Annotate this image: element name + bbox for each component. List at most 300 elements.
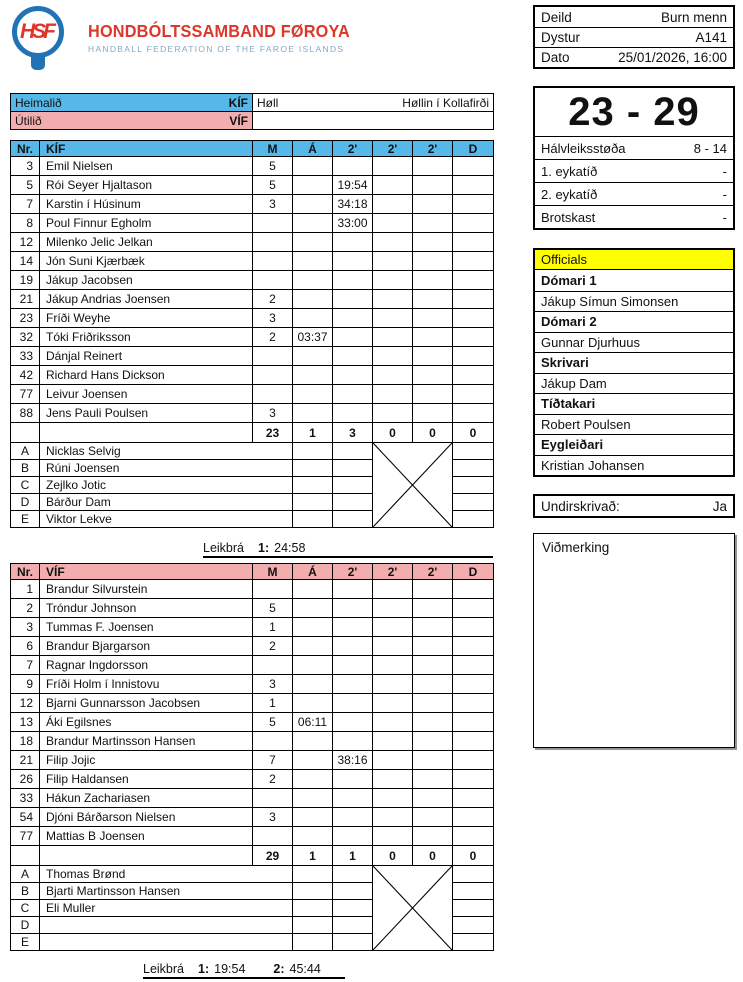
stat-cell [373, 176, 413, 195]
stat-cell [293, 233, 333, 252]
player-name-cell: Tróndur Johnson [40, 599, 253, 618]
stat-cell [413, 233, 453, 252]
empty-stat-cell [333, 477, 373, 494]
score-detail-row [535, 205, 733, 228]
official-name-cell: Viktor Lekve [40, 511, 293, 528]
official-letter-cell: A [11, 443, 40, 460]
stat-cell: 03:37 [293, 328, 333, 347]
game-log-label: Leikbrá [203, 541, 244, 555]
total-cell: 0 [373, 846, 413, 866]
player-row [11, 252, 494, 271]
stat-cell [453, 675, 494, 694]
info-value: 25/01/2026, 16:00 [618, 50, 727, 65]
stat-cell [293, 214, 333, 233]
player-row [11, 789, 494, 808]
total-cell: 0 [453, 423, 494, 443]
stat-cell [253, 827, 293, 846]
stat-cell [333, 675, 373, 694]
home-roster-header-row [11, 141, 494, 157]
stat-cell [293, 751, 333, 770]
player-name-cell: Filip Jojic [40, 751, 253, 770]
stat-cell [373, 637, 413, 656]
stat-cell [293, 694, 333, 713]
away-game-log [143, 962, 345, 979]
player-name-cell: Jens Pauli Poulsen [40, 404, 253, 423]
player-row [11, 694, 494, 713]
player-name-cell: Tummas F. Joensen [40, 618, 253, 637]
score-detail-value: 8 - 14 [693, 140, 727, 156]
player-number-cell: 33 [11, 789, 40, 808]
official-letter-cell: E [11, 934, 40, 951]
player-name-cell: Milenko Jelic Jelkan [40, 233, 253, 252]
official-name: Jákup Símun Simonsen [535, 291, 733, 312]
stat-cell: 1 [253, 694, 293, 713]
col-warning: Á [293, 564, 333, 580]
player-row [11, 233, 494, 252]
stat-cell [413, 271, 453, 290]
stat-cell [333, 157, 373, 176]
player-name-cell: Tóki Friðriksson [40, 328, 253, 347]
stat-cell: 3 [253, 808, 293, 827]
official-name-cell: Bárður Dam [40, 494, 293, 511]
stat-cell [413, 195, 453, 214]
stat-cell [373, 157, 413, 176]
total-cell: 3 [333, 423, 373, 443]
player-name-cell: Emil Nielsen [40, 157, 253, 176]
player-number-cell: 88 [11, 404, 40, 423]
score-detail-label: 2. eykatíð [541, 186, 598, 202]
team-official-row [11, 866, 494, 883]
stat-cell [413, 732, 453, 751]
player-name-cell: Bjarni Gunnarsson Jacobsen [40, 694, 253, 713]
hall-value: Høllin í Kollafirði [402, 95, 489, 110]
empty-stat-cell [293, 900, 333, 917]
stat-cell [413, 599, 453, 618]
player-row [11, 404, 494, 423]
game-log-time: 19:54 [214, 962, 246, 976]
empty-stat-cell [333, 934, 373, 951]
player-row [11, 637, 494, 656]
score-detail-row [535, 159, 733, 182]
empty-stat-cell [453, 460, 494, 477]
game-log-time: 45:44 [289, 962, 321, 976]
stat-cell [413, 770, 453, 789]
empty-stat-cell [333, 460, 373, 477]
official-role: Eygleiðari [535, 434, 733, 455]
stat-cell [333, 271, 373, 290]
stat-cell [253, 789, 293, 808]
stat-cell [253, 347, 293, 366]
player-name-cell: Brandur Silvurstein [40, 580, 253, 599]
final-score: 23 - 29 [568, 89, 700, 134]
player-row [11, 328, 494, 347]
official-name-cell: Zejlko Jotic [40, 477, 293, 494]
stat-cell [453, 713, 494, 732]
stat-cell [333, 713, 373, 732]
stat-cell [413, 157, 453, 176]
stat-cell: 38:16 [333, 751, 373, 770]
stat-cell [253, 233, 293, 252]
player-number-cell: 26 [11, 770, 40, 789]
stat-cell [333, 808, 373, 827]
stat-cell [333, 404, 373, 423]
game-log-label: Leikbrá [143, 962, 184, 976]
stat-cell [333, 789, 373, 808]
player-row [11, 157, 494, 176]
crossed-out-area [373, 866, 453, 951]
home-team-code: KÍF [228, 95, 248, 110]
total-cell: 1 [293, 423, 333, 443]
official-name-cell: Thomas Brønd [40, 866, 293, 883]
official-letter-cell: C [11, 900, 40, 917]
stat-cell [293, 366, 333, 385]
stat-cell [413, 751, 453, 770]
player-number-cell: 23 [11, 309, 40, 328]
empty-stat-cell [333, 494, 373, 511]
score-detail-value: - [722, 163, 727, 179]
empty-stat-cell [293, 917, 333, 934]
col-suspension-3: 2' [413, 564, 453, 580]
player-row [11, 599, 494, 618]
stat-cell [413, 675, 453, 694]
player-name-cell: Filip Haldansen [40, 770, 253, 789]
crossed-out-area [373, 443, 453, 528]
empty-stat-cell [293, 883, 333, 900]
stat-cell [453, 580, 494, 599]
player-name-cell: Ragnar Ingdorsson [40, 656, 253, 675]
stat-cell [373, 214, 413, 233]
stat-cell [293, 347, 333, 366]
stat-cell: 2 [253, 637, 293, 656]
stat-cell [373, 770, 413, 789]
stat-cell [373, 599, 413, 618]
player-number-cell: 54 [11, 808, 40, 827]
stat-cell [413, 808, 453, 827]
hall-label: Høll [257, 95, 279, 110]
official-letter-cell: E [11, 511, 40, 528]
stat-cell [373, 827, 413, 846]
player-row [11, 385, 494, 404]
stat-cell [293, 309, 333, 328]
stat-cell [453, 404, 494, 423]
away-team-code: VÍF [229, 113, 248, 128]
stat-cell: 19:54 [333, 176, 373, 195]
game-log-half-label: 1: [198, 962, 210, 976]
player-name-cell: Brandur Bjargarson [40, 637, 253, 656]
player-row [11, 176, 494, 195]
stat-cell [453, 599, 494, 618]
stat-cell [453, 252, 494, 271]
player-number-cell: 21 [11, 751, 40, 770]
player-name-cell: Fríði Holm í Innistovu [40, 675, 253, 694]
col-number: Nr. [11, 564, 40, 580]
empty-stat-cell [333, 917, 373, 934]
stat-cell [453, 309, 494, 328]
total-cell: 0 [453, 846, 494, 866]
empty-stat-cell [293, 511, 333, 528]
info-label: Deild [541, 9, 572, 25]
total-cell: 0 [413, 846, 453, 866]
stat-cell [373, 328, 413, 347]
signed-label: Undirskrivað: [541, 498, 620, 514]
player-number-cell: 12 [11, 233, 40, 252]
home-label: Heimalið [15, 95, 62, 110]
empty-hall-cell [253, 112, 494, 130]
player-row [11, 195, 494, 214]
stat-cell [373, 290, 413, 309]
empty-stat-cell [333, 883, 373, 900]
stat-cell [413, 637, 453, 656]
home-roster-table [10, 140, 494, 528]
stat-cell [293, 404, 333, 423]
player-row [11, 751, 494, 770]
stat-cell [373, 385, 413, 404]
home-team-cell [11, 94, 253, 112]
stat-cell [453, 770, 494, 789]
total-cell: 23 [253, 423, 293, 443]
official-name-cell: Nicklas Selvig [40, 443, 293, 460]
info-value: Burn menn [660, 9, 727, 25]
empty-stat-cell [333, 866, 373, 883]
official-letter-cell: A [11, 866, 40, 883]
player-number-cell: 3 [11, 618, 40, 637]
stat-cell [453, 827, 494, 846]
info-label: Dystur [541, 30, 581, 45]
player-number-cell: 9 [11, 675, 40, 694]
empty-stat-cell [333, 443, 373, 460]
empty-stat-cell [293, 443, 333, 460]
empty-stat-cell [293, 477, 333, 494]
total-cell: 0 [413, 423, 453, 443]
player-name-cell: Jón Suni Kjærbæk [40, 252, 253, 271]
official-letter-cell: C [11, 477, 40, 494]
stat-cell [413, 309, 453, 328]
stat-cell [453, 808, 494, 827]
stat-cell [253, 366, 293, 385]
player-row [11, 290, 494, 309]
stat-cell [413, 789, 453, 808]
player-number-cell: 21 [11, 290, 40, 309]
col-number: Nr. [11, 141, 40, 157]
stat-cell [373, 713, 413, 732]
score-detail-value: - [722, 209, 727, 225]
stat-cell [373, 271, 413, 290]
col-suspension-2: 2' [373, 564, 413, 580]
stat-cell [453, 195, 494, 214]
away-roster-table [10, 563, 494, 951]
stat-cell [413, 366, 453, 385]
stat-cell [373, 580, 413, 599]
game-log-time: 24:58 [274, 541, 306, 555]
stat-cell [453, 347, 494, 366]
stat-cell [293, 770, 333, 789]
stat-cell [453, 366, 494, 385]
player-number-cell: 13 [11, 713, 40, 732]
player-number-cell: 32 [11, 328, 40, 347]
game-log-half-label: 2: [273, 962, 285, 976]
col-goals: M [253, 141, 293, 157]
game-log-entries [258, 541, 333, 555]
away-roster-header-row [11, 564, 494, 580]
stat-cell [333, 770, 373, 789]
official-name: Kristian Johansen [535, 455, 733, 476]
stat-cell [453, 233, 494, 252]
score-detail-label: 1. eykatíð [541, 163, 598, 179]
player-number-cell: 3 [11, 157, 40, 176]
org-name: HONDBÓLTSSAMBAND FØROYA [88, 21, 350, 41]
player-name-cell: Dánjal Reinert [40, 347, 253, 366]
stat-cell [293, 675, 333, 694]
info-value: A141 [695, 30, 727, 45]
player-name-cell: Rói Seyer Hjaltason [40, 176, 253, 195]
player-number-cell: 42 [11, 366, 40, 385]
team-official-row [11, 443, 494, 460]
stat-cell [333, 599, 373, 618]
stat-cell [293, 599, 333, 618]
stat-cell [333, 656, 373, 675]
empty-stat-cell [453, 477, 494, 494]
total-cell: 0 [373, 423, 413, 443]
player-number-cell: 77 [11, 827, 40, 846]
stat-cell [253, 580, 293, 599]
official-role: Dómari 1 [541, 272, 597, 288]
player-row [11, 656, 494, 675]
empty-stat-cell [293, 494, 333, 511]
stat-cell: 2 [253, 290, 293, 309]
score-detail-value: - [722, 186, 727, 202]
score-box [533, 86, 735, 230]
col-disqualification: D [453, 564, 494, 580]
remarks-box [533, 533, 735, 748]
stat-cell [413, 214, 453, 233]
stat-cell [373, 404, 413, 423]
stat-cell: 5 [253, 176, 293, 195]
official-role: Dómari 2 [535, 311, 733, 332]
cross-lines-icon [373, 443, 452, 527]
stat-cell: 5 [253, 713, 293, 732]
hsf-logo-icon [12, 6, 64, 58]
match-info-row [535, 27, 733, 47]
stat-cell [373, 751, 413, 770]
stat-cell [333, 328, 373, 347]
stat-cell [253, 656, 293, 675]
stat-cell [333, 347, 373, 366]
stat-cell [333, 580, 373, 599]
game-log-half-label: 1: [258, 541, 270, 555]
stat-cell [253, 271, 293, 290]
stat-cell: 2 [253, 770, 293, 789]
stat-cell [373, 233, 413, 252]
stat-cell: 5 [253, 157, 293, 176]
stat-cell [293, 195, 333, 214]
away-team-cell [11, 112, 253, 130]
stat-cell: 1 [253, 618, 293, 637]
stat-cell [293, 385, 333, 404]
signed-box [533, 494, 735, 518]
empty-stat-cell [453, 866, 494, 883]
player-number-cell: 33 [11, 347, 40, 366]
official-name: Jákup Dam [535, 373, 733, 394]
empty-cell [11, 423, 40, 443]
stat-cell: 3 [253, 309, 293, 328]
stat-cell [293, 789, 333, 808]
stat-cell [293, 157, 333, 176]
stat-cell: 2 [253, 328, 293, 347]
player-number-cell: 5 [11, 176, 40, 195]
player-number-cell: 7 [11, 656, 40, 675]
official-name-cell: Eli Muller [40, 900, 293, 917]
col-warning: Á [293, 141, 333, 157]
stat-cell [333, 732, 373, 751]
player-number-cell: 77 [11, 385, 40, 404]
info-label: Dato [541, 50, 570, 65]
empty-stat-cell [293, 934, 333, 951]
stat-cell [333, 366, 373, 385]
player-name-cell: Fríði Weyhe [40, 309, 253, 328]
empty-stat-cell [453, 511, 494, 528]
stat-cell [253, 732, 293, 751]
player-row [11, 347, 494, 366]
stat-cell [373, 808, 413, 827]
score-detail-row [535, 136, 733, 159]
empty-stat-cell [453, 900, 494, 917]
stat-cell [293, 827, 333, 846]
stat-cell: 34:18 [333, 195, 373, 214]
official-letter-cell: B [11, 460, 40, 477]
player-number-cell: 2 [11, 599, 40, 618]
stat-cell [413, 580, 453, 599]
stat-cell [453, 214, 494, 233]
stat-cell [413, 176, 453, 195]
stat-cell [453, 271, 494, 290]
stat-cell: 7 [253, 751, 293, 770]
official-role: Skrivari [535, 352, 733, 373]
col-team-name: VÍF [40, 564, 253, 580]
stat-cell [413, 347, 453, 366]
stat-cell [293, 732, 333, 751]
stat-cell: 3 [253, 675, 293, 694]
total-cell: 1 [293, 846, 333, 866]
stat-cell [333, 637, 373, 656]
stat-cell [333, 290, 373, 309]
player-name-cell: Jákup Jacobsen [40, 271, 253, 290]
stat-cell [453, 157, 494, 176]
col-goals: M [253, 564, 293, 580]
stat-cell [293, 656, 333, 675]
stat-cell [373, 618, 413, 637]
empty-stat-cell [293, 866, 333, 883]
player-name-cell: Richard Hans Dickson [40, 366, 253, 385]
score-detail-row [535, 182, 733, 205]
player-name-cell: Djóni Bárðarson Nielsen [40, 808, 253, 827]
player-number-cell: 18 [11, 732, 40, 751]
stat-cell [373, 366, 413, 385]
stat-cell [333, 252, 373, 271]
stat-cell [413, 404, 453, 423]
stat-cell [293, 290, 333, 309]
stat-cell [293, 637, 333, 656]
stat-cell [333, 385, 373, 404]
player-row [11, 770, 494, 789]
stat-cell [413, 713, 453, 732]
player-row [11, 271, 494, 290]
stat-cell [333, 827, 373, 846]
officials-panel-title: Officials [535, 250, 733, 270]
stat-cell [453, 637, 494, 656]
player-name-cell: Mattias B Joensen [40, 827, 253, 846]
stat-cell [413, 252, 453, 271]
player-number-cell: 6 [11, 637, 40, 656]
